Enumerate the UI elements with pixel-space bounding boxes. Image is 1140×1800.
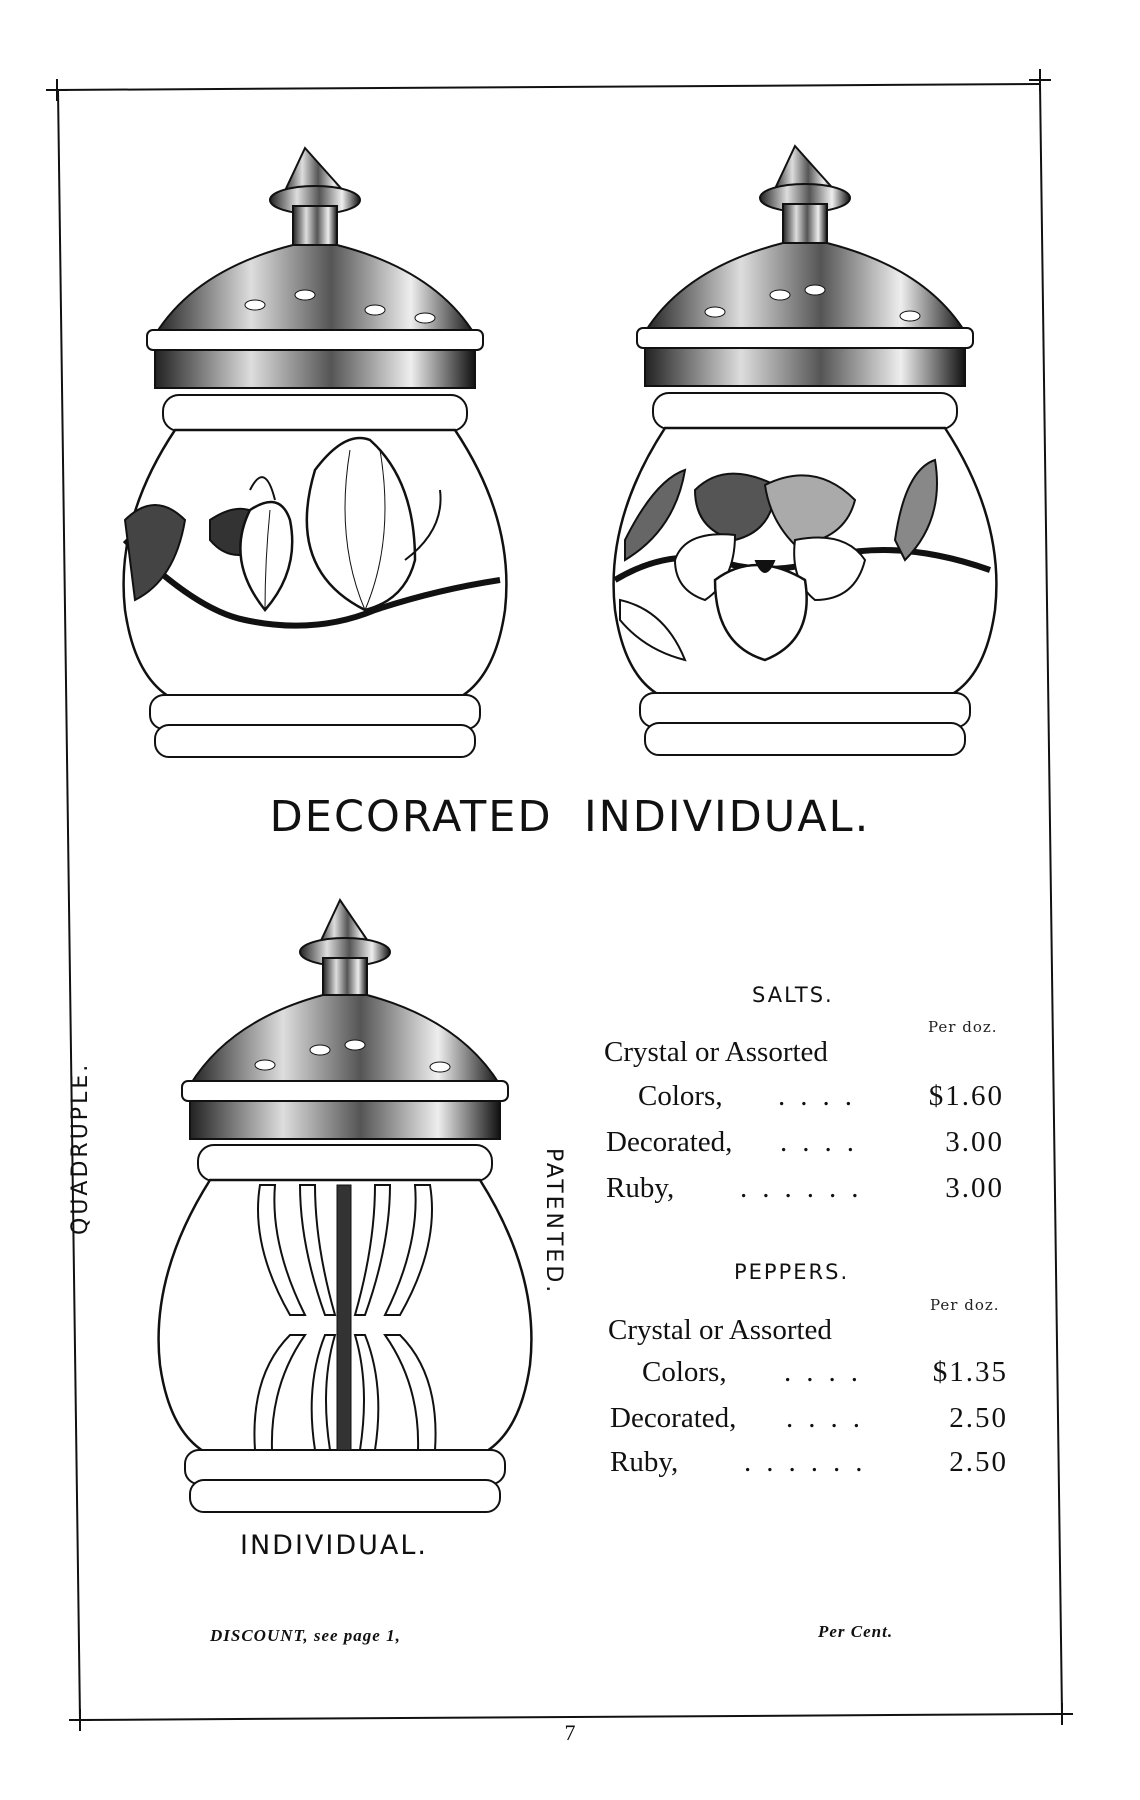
peppers-unit: Per doz. bbox=[930, 1296, 1000, 1314]
peppers-row-ruby: Ruby, bbox=[610, 1446, 679, 1478]
salts-row-crystal-line1: Crystal or Assorted bbox=[604, 1036, 828, 1068]
peppers-row-crystal-line1: Crystal or Assorted bbox=[608, 1314, 832, 1346]
salts-row-crystal-line2: Colors, bbox=[638, 1080, 723, 1112]
page-number: 7 bbox=[564, 1720, 576, 1745]
ribbed-individual-shaker bbox=[150, 895, 540, 1525]
pansy-decorated-shaker bbox=[605, 140, 1005, 770]
peppers-ruby-price: 2.50 bbox=[949, 1446, 1008, 1478]
leader-dots: ...... bbox=[744, 1446, 878, 1478]
quadruple-label: QUADRUPLE. bbox=[68, 1061, 93, 1235]
peppers-row-crystal-line2: Colors, bbox=[642, 1356, 727, 1388]
patented-label: PATENTED. bbox=[541, 1148, 566, 1296]
salts-row-decorated: Decorated, bbox=[606, 1126, 733, 1158]
leader-dots: .... bbox=[784, 1356, 873, 1388]
salts-row-ruby: Ruby, bbox=[606, 1172, 675, 1204]
title-word-decorated: DECORATED bbox=[269, 792, 553, 842]
peppers-decorated-price: 2.50 bbox=[949, 1402, 1008, 1434]
page-title bbox=[0, 792, 1140, 842]
salts-title: SALTS. bbox=[752, 983, 834, 1007]
magnolia-decorated-shaker bbox=[115, 140, 515, 770]
salts-ruby-price: 3.00 bbox=[945, 1172, 1004, 1204]
salts-unit: Per doz. bbox=[928, 1018, 998, 1036]
corner-ornament-tr bbox=[1029, 69, 1051, 91]
discount-note: DISCOUNT, see page 1, bbox=[210, 1626, 401, 1645]
peppers-title: PEPPERS. bbox=[734, 1260, 850, 1284]
leader-dots: .... bbox=[786, 1402, 875, 1434]
per-cent-note: Per Cent. bbox=[818, 1622, 894, 1641]
salts-crystal-price: $1.60 bbox=[928, 1080, 1004, 1112]
leader-dots: .... bbox=[780, 1126, 869, 1158]
peppers-crystal-price: $1.35 bbox=[932, 1356, 1008, 1388]
leader-dots: .... bbox=[778, 1080, 867, 1112]
title-word-individual: INDIVIDUAL. bbox=[583, 792, 871, 842]
individual-caption: INDIVIDUAL. bbox=[240, 1530, 428, 1561]
corner-ornament-tl bbox=[46, 79, 68, 101]
peppers-row-decorated: Decorated, bbox=[610, 1402, 737, 1434]
salts-decorated-price: 3.00 bbox=[945, 1126, 1004, 1158]
leader-dots: ...... bbox=[740, 1172, 874, 1204]
